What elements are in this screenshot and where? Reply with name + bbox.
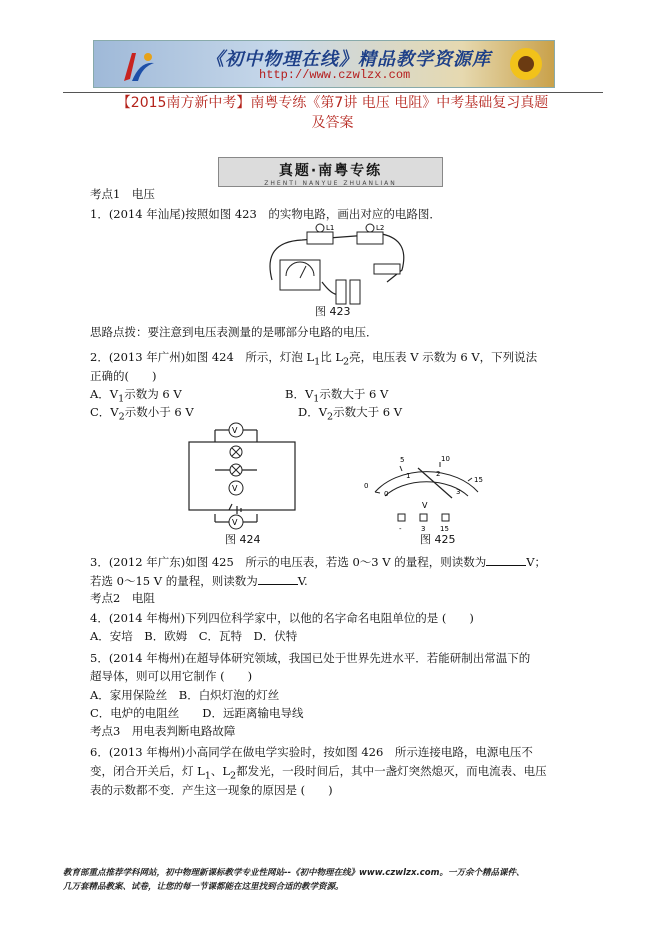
fig425-terminal-15: 15 xyxy=(440,525,449,533)
q2-option-c: C．$V_2$示数小于 6 V xyxy=(90,405,194,423)
topic-2: 考点2 电阻 xyxy=(90,591,155,605)
fig424-voltmeter-v-label: V xyxy=(232,518,238,527)
hint-text: 思路点拨：要注意到电压表测量的是哪部分电路的电压． xyxy=(90,325,378,339)
question-5-line2: 超导体，则可以用它制作 ( ) xyxy=(90,669,253,683)
doc-title xyxy=(70,93,595,133)
fig425-top-tick-15: 15 xyxy=(474,476,483,484)
fig425-inner-tick-3: 3 xyxy=(456,488,461,496)
fig423-label-l2: L2 xyxy=(376,224,385,232)
doc-title-line1: 【2015南方新中考】南粤专练《第7讲 电压 电阻》中考基础复习真题 xyxy=(116,95,549,111)
q2-option-a: A．$V_1$示数为 6 V xyxy=(90,387,182,405)
fig425-terminal-neg: - xyxy=(399,525,402,533)
answer-blank-2[interactable] xyxy=(258,572,298,585)
fig425-top-tick-0: 0 xyxy=(364,482,369,490)
footer-line2: 几万套精品教案、试卷，让您的每一节课都能在这里找到合适的教学资源。 xyxy=(63,882,344,892)
site-logo-icon xyxy=(122,49,156,83)
question-2-line2: 正确的( ) xyxy=(90,369,157,383)
figure-425-caption: 图 425 xyxy=(420,533,456,546)
answer-blank-1[interactable] xyxy=(486,553,526,566)
section-heading-text: 真题·南粤专练 xyxy=(278,163,383,179)
fig425-inner-tick-2: 2 xyxy=(436,470,441,478)
figure-424-caption: 图 424 xyxy=(225,533,261,546)
fig425-inner-tick-0: 0 xyxy=(384,490,389,498)
question-2-line1: 2．(2013 年广州)如图 424 所示，灯泡 $L_1$比 $L_2$亮，电压表 V 示数为 6 V，下列说法 xyxy=(90,350,538,368)
question-3-line2: 若选 0～15 V 的量程，则读数为 V. xyxy=(90,574,308,588)
question-5-options-ab: A．家用保险丝 B．白炽灯泡的灯丝 xyxy=(90,688,280,702)
question-1: 1．(2014 年汕尾)按照如图 423 的实物电路，画出对应的电路图． xyxy=(90,207,441,221)
q2-option-d: D．$V_2$示数大于 6 V xyxy=(298,405,403,423)
figure-423-caption: 图 423 xyxy=(315,305,351,318)
section-heading-pinyin: ZHENTI NANYUE ZHUANLIAN xyxy=(264,180,397,187)
question-6-line2: 变，闭合开关后，灯 $L_1$、$L_2$都发光，一段时间后，其中一盏灯突然熄灭，而电流表、电压 xyxy=(90,764,547,782)
fig423-label-l1: L1 xyxy=(326,224,335,232)
q2-option-b: B．$V_1$示数大于 6 V xyxy=(285,387,389,405)
figure-423-physical-circuit xyxy=(262,222,412,310)
question-5-options-cd: C．电炉的电阻丝 D．远距离输电导线 xyxy=(90,706,304,720)
footer-note xyxy=(63,866,608,894)
question-3-line1: 3．(2012 年广东)如图 425 所示的电压表，若选 0～3 V 的量程，则读数为 V； xyxy=(90,555,547,569)
topic-1: 考点1 电压 xyxy=(90,187,155,201)
figure-425-voltmeter-dial xyxy=(360,452,490,537)
fig424-voltmeter-v2-label: V xyxy=(232,484,238,493)
footer-line1: 教育部重点推荐学科网站，初中物理新课标教学专业性网站--《初中物理在线》www.czwlzx.com。一万余个精品课件、 xyxy=(63,868,525,878)
fig425-top-tick-10: 10 xyxy=(441,455,450,463)
doc-title-line2: 及答案 xyxy=(311,115,354,131)
fig425-terminal-3: 3 xyxy=(421,525,426,533)
section-heading xyxy=(218,157,443,187)
figure-424-circuit xyxy=(185,422,300,532)
banner-url[interactable]: http://www.czwlzx.com xyxy=(259,68,411,82)
question-6-line3: 表的示数都不变．产生这一现象的原因是 ( ) xyxy=(90,783,333,797)
header-banner xyxy=(93,40,555,88)
fig425-top-tick-5: 5 xyxy=(400,456,405,464)
question-5-line1: 5．(2014 年梅州)在超导体研究领域，我国已处于世界先进水平．若能研制出常温下的 xyxy=(90,651,531,665)
sunflower-icon xyxy=(504,45,548,83)
topic-3: 考点3 用电表判断电路故障 xyxy=(90,724,236,738)
question-4-options: A．安培 B．欧姆 C．瓦特 D．伏特 xyxy=(90,629,298,643)
question-6-line1: 6．(2013 年梅州)小高同学在做电学实验时，按如图 426 所示连接电路，电源电压不 xyxy=(90,745,533,759)
fig425-inner-tick-1: 1 xyxy=(406,472,411,480)
banner-title: 《初中物理在线》精品教学资源库 xyxy=(206,49,491,70)
fig425-unit: V xyxy=(422,501,428,510)
fig424-voltmeter-v1-label: V xyxy=(232,426,238,435)
question-4: 4．(2014 年梅州)下列四位科学家中，以他的名字命名电阻单位的是 ( ) xyxy=(90,611,474,625)
